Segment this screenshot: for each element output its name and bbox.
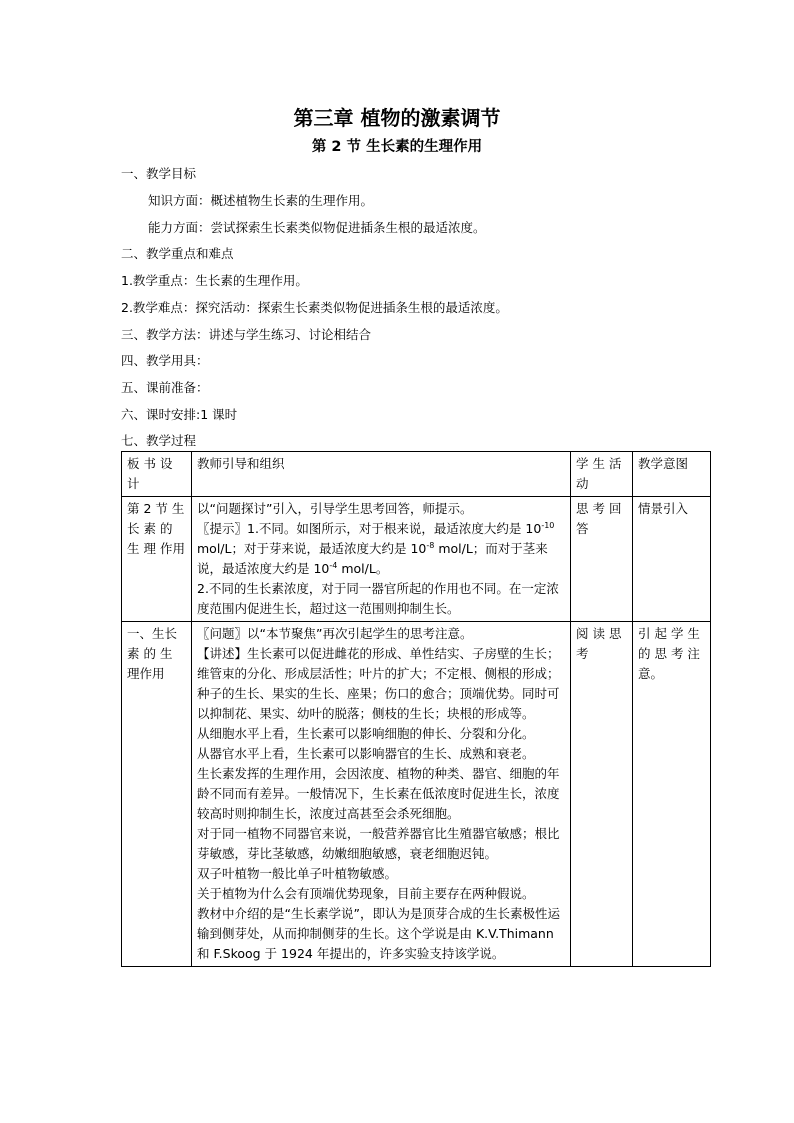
- header-board-design: 板 书 设 计: [122, 452, 192, 497]
- knowledge-goal: 知识方面：概述植物生长素的生理作用。: [148, 193, 374, 208]
- section-title: 第 2 节 生长素的生理作用: [311, 139, 483, 155]
- hours-text: 六、课时安排:1 课时: [121, 407, 238, 422]
- row2-para: 【讲述】生长素可以促进雌花的形成、单性结实、子房壁的生长；维管束的分化、形成层活性；叶片的扩大；不定根、侧根的形成；种子的生长、果实的生长、座果；伤口的愈合；顶端优势。同时可以抑制花、果实、幼叶的脱落；侧枝的生长；块根的形成等。: [197, 646, 560, 721]
- row2-para: 〖问题〗以“本节聚焦”再次引起学生的思考注意。: [197, 626, 473, 641]
- method-text: 三、教学方法：讲述与学生练习、讨论相结合: [121, 327, 372, 342]
- table-row: [122, 497, 711, 622]
- row1-para: 以“问题探讨”引入，引导学生思考回答，师提示。: [197, 501, 473, 516]
- row2-board: 一、生长 素 的 生 理作用: [122, 622, 192, 967]
- row2-student: 阅 读 思 考: [571, 622, 633, 967]
- row1-teacher: [192, 497, 571, 622]
- row2-para: 教材中介绍的是“生长素学说”，即认为是顶芽合成的生长素极性运输到侧芽处，从而抑制侧芽的生长。这个学说是由 K.V.Thimann 和 F.Skoog 于 1924 年提出的，许多实验支持该学说。: [197, 906, 560, 961]
- row2-para: 从器官水平上看，生长素可以影响器官的生长、成熟和衰老。: [197, 746, 535, 761]
- header-student-activity: 学 生 活 动: [571, 452, 633, 497]
- chapter-title: 第三章 植物的激素调节: [293, 106, 501, 130]
- tools-text: 四、教学用具：: [121, 353, 209, 368]
- table-row: [122, 622, 711, 967]
- row2-teacher: [192, 622, 571, 967]
- goal-heading: 一、教学目标: [121, 166, 197, 181]
- row2-para: 对于同一植物不同器官来说，一般营养器官比生殖器官敏感；根比芽敏感，芽比茎敏感，幼嫩细胞敏感，衰老细胞迟钝。: [197, 826, 560, 861]
- process-heading: 七、教学过程: [121, 433, 197, 448]
- row2-para: 双子叶植物一般比单子叶植物敏感。: [197, 866, 398, 881]
- row1-hint: 〖提示〗1.不同。如图所示，对于根来说，最适浓度大约是 $10^{-10}$ mol/L；对于芽来说，最适浓度大约是 $10^{-8}$ mol/L；而对于茎来说，最适浓度大约是 $10^{-4}$ mol/L。: [197, 520, 555, 576]
- keypoints-heading: 二、教学重点和难点: [121, 246, 234, 261]
- row2-para: 生长素发挥的生理作用，会因浓度、植物的种类、器官、细胞的年龄不同而有差异。一般情况下，生长素在低浓度时促进生长，浓度较高时则抑制生长，浓度过高甚至会杀死细胞。: [197, 766, 560, 821]
- header-teacher-guide: 教师引导和组织: [192, 452, 571, 497]
- row1-intent: 情景引入: [633, 497, 711, 622]
- row2-intent: 引 起 学 生 的 思 考 注 意。: [633, 622, 711, 967]
- row2-para: 关于植物为什么会有顶端优势现象，目前主要存在两种假说。: [197, 886, 535, 901]
- keypoint-text: 1.教学重点：生长素的生理作用。: [121, 273, 308, 288]
- header-intent: 教学意图: [633, 452, 711, 497]
- table-header-row: [122, 452, 711, 497]
- difficulty-text: 2.教学难点：探究活动：探索生长素类似物促进插条生根的最适浓度。: [121, 300, 508, 315]
- row1-student: 思 考 回 答: [571, 497, 633, 622]
- prep-text: 五、课前准备：: [121, 380, 209, 395]
- row1-para: 2.不同的生长素浓度，对于同一器官所起的作用也不同。在一定浓度范围内促进生长，超过这一范围则抑制生长。: [197, 581, 559, 616]
- row1-board: 第 2 节 生 长 素 的 生 理 作用: [122, 497, 192, 622]
- row2-para: 从细胞水平上看，生长素可以影响细胞的伸长、分裂和分化。: [197, 726, 535, 741]
- process-table: [121, 451, 711, 967]
- ability-goal: 能力方面：尝试探索生长素类似物促进插条生根的最适浓度。: [148, 220, 486, 235]
